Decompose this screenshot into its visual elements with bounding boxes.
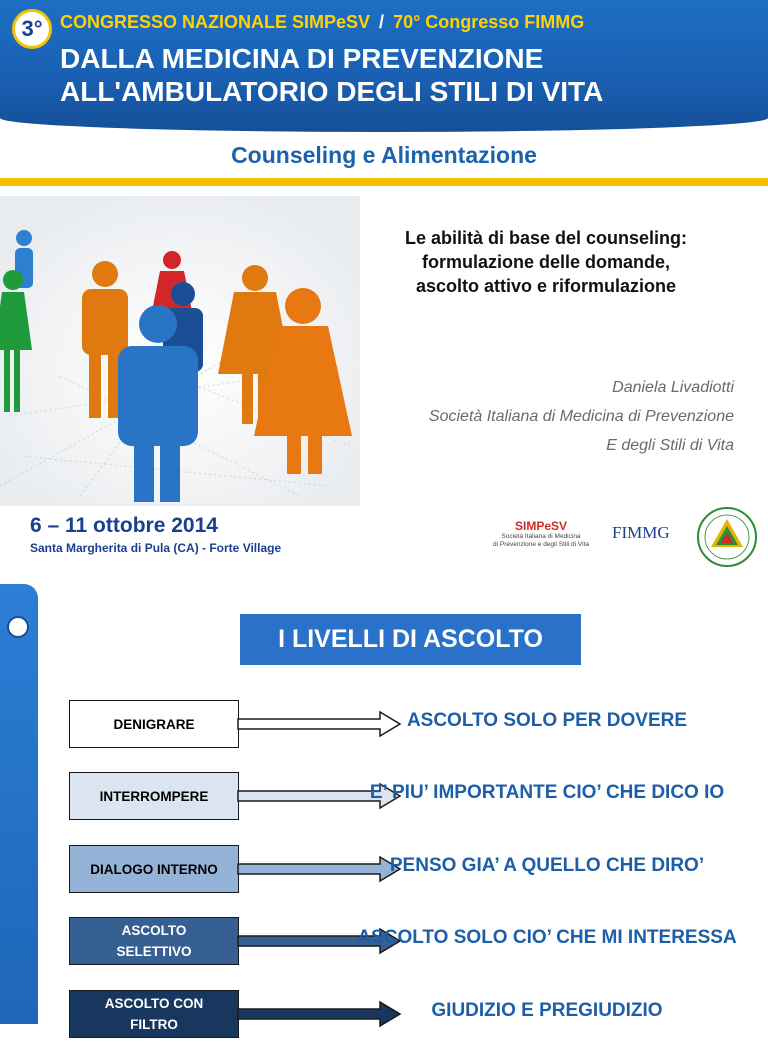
fimmg-logo-text: FIMMG (612, 523, 670, 542)
section-title: I LIVELLI DI ASCOLTO (240, 614, 581, 665)
congress-separator: / (379, 12, 385, 32)
simpesv-logo-name: SIMPeSV (514, 519, 568, 533)
people-network-illustration (0, 196, 360, 506)
talk-title-line3: ascolto attivo e riformulazione (415, 276, 677, 296)
author-org-line2: E degli Stili di Vita (606, 437, 734, 454)
society-seal-logo (696, 506, 758, 568)
level-row (69, 772, 759, 824)
level-label-box: ASCOLTO SELETTIVO (69, 917, 239, 965)
level-description: E’ PIU’ IMPORTANTE CIO’ CHE DICO IO (369, 782, 725, 803)
talk-title (360, 226, 732, 298)
level-label-box: DIALOGO INTERNO (69, 845, 239, 893)
simpesv-logo-sub1: Società Italiana di Medicina (501, 533, 581, 540)
talk-title-line1: Le abilità di base del counseling: (404, 228, 688, 248)
yellow-divider (0, 178, 768, 186)
level-label-box: DENIGRARE (69, 700, 239, 748)
bullet-circle-icon (7, 616, 29, 638)
simpesv-logo (482, 519, 600, 549)
author-name: Daniela Livadiotti (612, 379, 734, 396)
main-title-line2: ALL'AMBULATORIO DEGLI STILI DI VITA (60, 76, 604, 107)
subtitle: Counseling e Alimentazione (231, 142, 537, 168)
event-date: 6 – 11 ottobre 2014 (30, 514, 218, 537)
author-block (429, 373, 734, 460)
listening-levels-slide (0, 584, 768, 1032)
level-row (69, 845, 759, 897)
level-row (69, 700, 759, 752)
level-description: ASCOLTO SOLO CIO’ CHE MI INTERESSA (357, 927, 737, 948)
congress-fimmg: 70° Congresso FIMMG (393, 12, 585, 32)
level-description: ASCOLTO SOLO PER DOVERE (406, 710, 688, 731)
congress-simpesv: CONGRESSO NAZIONALE SIMPeSV (60, 12, 371, 32)
level-label-box: INTERROMPERE (69, 772, 239, 820)
edition-badge: 3° (12, 9, 52, 49)
congress-line (60, 12, 584, 33)
level-row (69, 917, 759, 969)
talk-title-line2: formulazione delle domande, (421, 252, 671, 272)
left-accent-bar (0, 584, 38, 1024)
fimmg-logo (608, 519, 678, 555)
level-row (69, 990, 759, 1042)
main-title-line1: DALLA MEDICINA DI PREVENZIONE (60, 43, 544, 74)
event-venue: Santa Margherita di Pula (CA) - Forte Village (30, 541, 282, 555)
level-label-box: ASCOLTO CON FILTRO (69, 990, 239, 1038)
main-title (60, 42, 603, 108)
author-org-line1: Società Italiana di Medicina di Prevenzione (428, 408, 734, 425)
level-description: GIUDIZIO E PREGIUDIZIO (431, 1000, 663, 1021)
level-description: PENSO GIA’ A QUELLO CHE DIRO’ (389, 855, 705, 876)
simpesv-logo-sub2: di Prevenzione e degli Stili di Vita (493, 541, 589, 548)
